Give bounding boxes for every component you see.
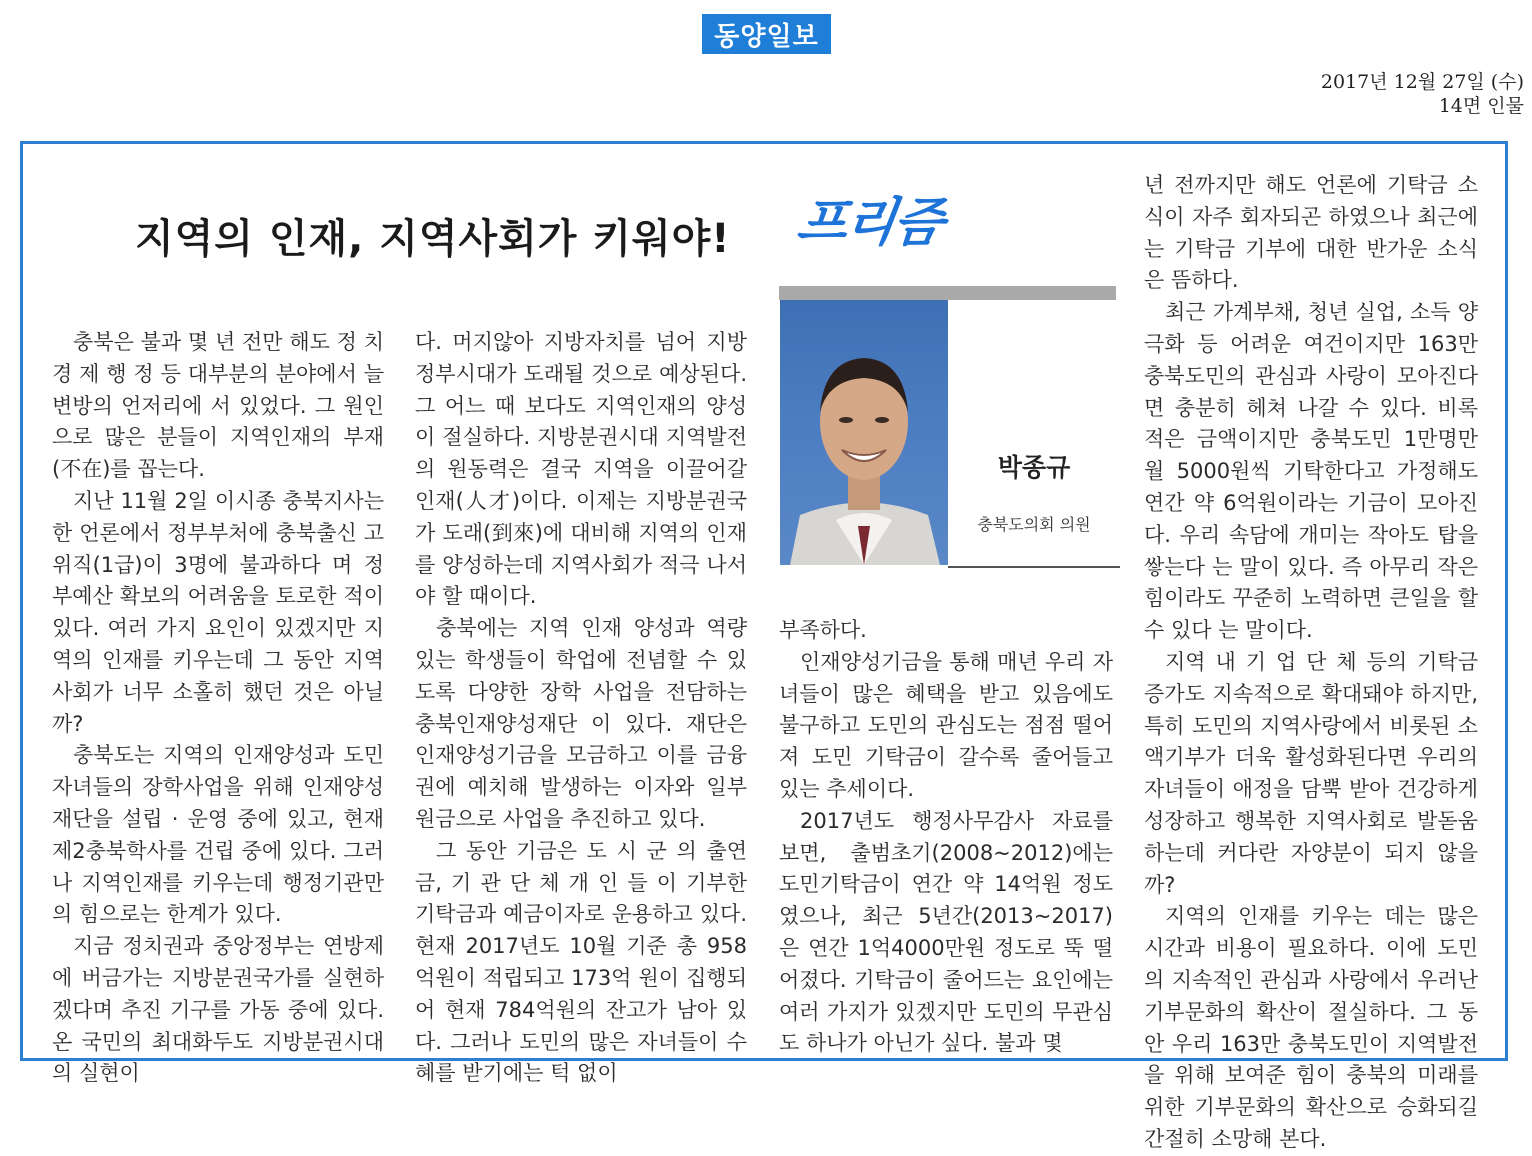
paragraph: 충북도는 지역의 인재양성과 도민 자녀들의 장학사업을 위해 인재양성재단을 설립 · 운영 중에 있고, 현재 제2충북학사를 건립 중에 있다. 그러나 지역인재를 키우는데 행정기관만의 힘으로는 한계가 있다. [52,743,384,927]
paragraph: 충북은 불과 몇 년 전만 해도 정 치 경 제 행 정 등 대부분의 분야에서 늘 변방의 언저리에 서 있었다. 그 원인으로 많은 분들이 지역인재의 부재(不在)를 꼽는다. [52,330,384,482]
column-series-tag: 프리즘 [793,193,947,253]
newspaper-masthead: 동양일보 [702,14,831,54]
photo-header-bar [779,286,1116,300]
paragraph: 부족하다. [779,618,867,642]
page-section: 14면 인물 [1438,95,1524,117]
portrait-photo [780,300,948,565]
author-title: 충북도의회 의원 [977,515,1091,534]
paragraph: 그 동안 기금은 도 시 군 의 출연금, 기 관 단 체 개 인 들 이 기부한 기탁금과 예금이자로 운용하고 있다. 현재 2017년도 10월 기준 총 958억원이 적립되고 173억 원이 집행되어 현재 784억원의 잔고가 남아 있다. 그러나 도민의 많은 자녀들이 수혜를 받기에는 턱 없이 [415,838,747,1086]
paragraph: 지역 내 기 업 단 체 등의 기탁금 증가도 지속적으로 확대돼야 하지만, 특히 도민의 지역사랑에서 비롯된 소액기부가 더욱 활성화된다면 우리의 자녀들이 애정을 담뿍 받아 건강하게 성장하고 행복한 지역사회로 발돋움하는데 커다란 자양분이 되지 않을까? [1144,649,1478,897]
paragraph: 최근 가계부채, 청년 실업, 소득 양극화 등 어려운 여건이지만 163만 충북도민의 관심과 사랑이 모아진다면 충분히 헤쳐 나갈 수 있다. 비록 적은 금액이지만 충북도민 1만명만 월 5000원씩 기탁한다고 가정해도 연간 약 6억원이라는 기금이 모아진다. 우리 속담에 개미는 작아도 탑을 쌓는다 는 말이 있다. 즉 아무리 작은 힘이라도 꾸준히 노력하면 큰일을 할 수 있다 는 말이다. [1144,300,1478,643]
paragraph: 년 전까지만 해도 언론에 기탁금 소식이 자주 회자되곤 하였으나 최근에는 기탁금 기부에 대한 반가운 소식은 뜸하다. [1144,173,1478,293]
paragraph: 지역의 인재를 키우는 데는 많은 시간과 비용이 필요하다. 이에 도민의 지속적인 관심과 사랑에서 우러난 기부문화의 확산이 절실하다. 그 동안 우리 163만 충북도민이 지역발전을 위해 보여준 힘이 충북의 미래를 위한 기부문화의 확산으로 승화되길 간절히 소망해 본다. [1144,904,1478,1151]
paragraph: 충북에는 지역 인재 양성과 역량 있는 학생들이 학업에 전념할 수 있도록 다양한 장학 사업을 전담하는 충북인재양성재단 이 있다. 재단은 인재양성기금을 모금하고 이를 금융권에 예치해 발생하는 이자와 일부 원금으로 사업을 추진하고 있다. [415,616,747,831]
paragraph: 2017년도 행정사무감사 자료를 보면, 출범초기(2008~2012)에는 도민기탁금이 연간 약 14억원 정도였으나, 최근 5년간(2013~2017)은 연간 1억4000만원 정도로 뚝 떨어졌다. 기탁금이 줄어드는 요인에는 여러 가지가 있겠지만 도민의 무관심도 하나가 아닌가 싶다. 불과 몇 [779,808,1113,1056]
paragraph: 지금 정치권과 중앙정부는 연방제에 버금가는 지방분권국가를 실현하겠다며 추진 기구를 가동 중에 있다. 온 국민의 최대화두도 지방분권시대의 실현이 [52,934,384,1086]
article-column-4 [1144,170,1478,1156]
paragraph: 인재양성기금을 통해 매년 우리 자녀들이 많은 혜택을 받고 있음에도 불구하고 도민의 관심도는 점점 떨어져 도민 기탁금이 갈수록 줄어들고 있는 추세이다. [779,649,1113,801]
article-column-3 [779,615,1113,1060]
article-column-2 [415,327,747,1090]
author-divider [948,566,1120,568]
paragraph: 지난 11월 2일 이시종 충북지사는 한 언론에서 정부부처에 충북출신 고위직(1급)이 3명에 불과하다 며 정부예산 확보의 어려움을 토로한 적이 있다. 여러 가지 요인이 있겠지만 지역의 인재를 키우는데 그 동안 지역사회가 너무 소홀히 했던 것은 아닐까? [52,488,384,736]
article-column-1 [52,327,384,1090]
dateline [1321,70,1524,118]
paragraph: 다. 머지않아 지방자치를 넘어 지방정부시대가 도래될 것으로 예상된다. 그 어느 때 보다도 지역인재의 양성이 절실하다. 지방분권시대 지역발전의 원동력은 결국 지역을 이끌어갈 인재(人才)이다. 이제는 지방분권국가 도래(到來)에 대비해 지역의 인재를 양성하는데 지역사회가 적극 나서야 할 때이다. [415,330,747,609]
author-name: 박종규 [997,453,1071,482]
portrait-photo-icon [780,300,948,565]
publication-date: 2017년 12월 27일 (수) [1320,71,1524,93]
article-headline: 지역의 인재, 지역사회가 키워야! [135,216,731,262]
